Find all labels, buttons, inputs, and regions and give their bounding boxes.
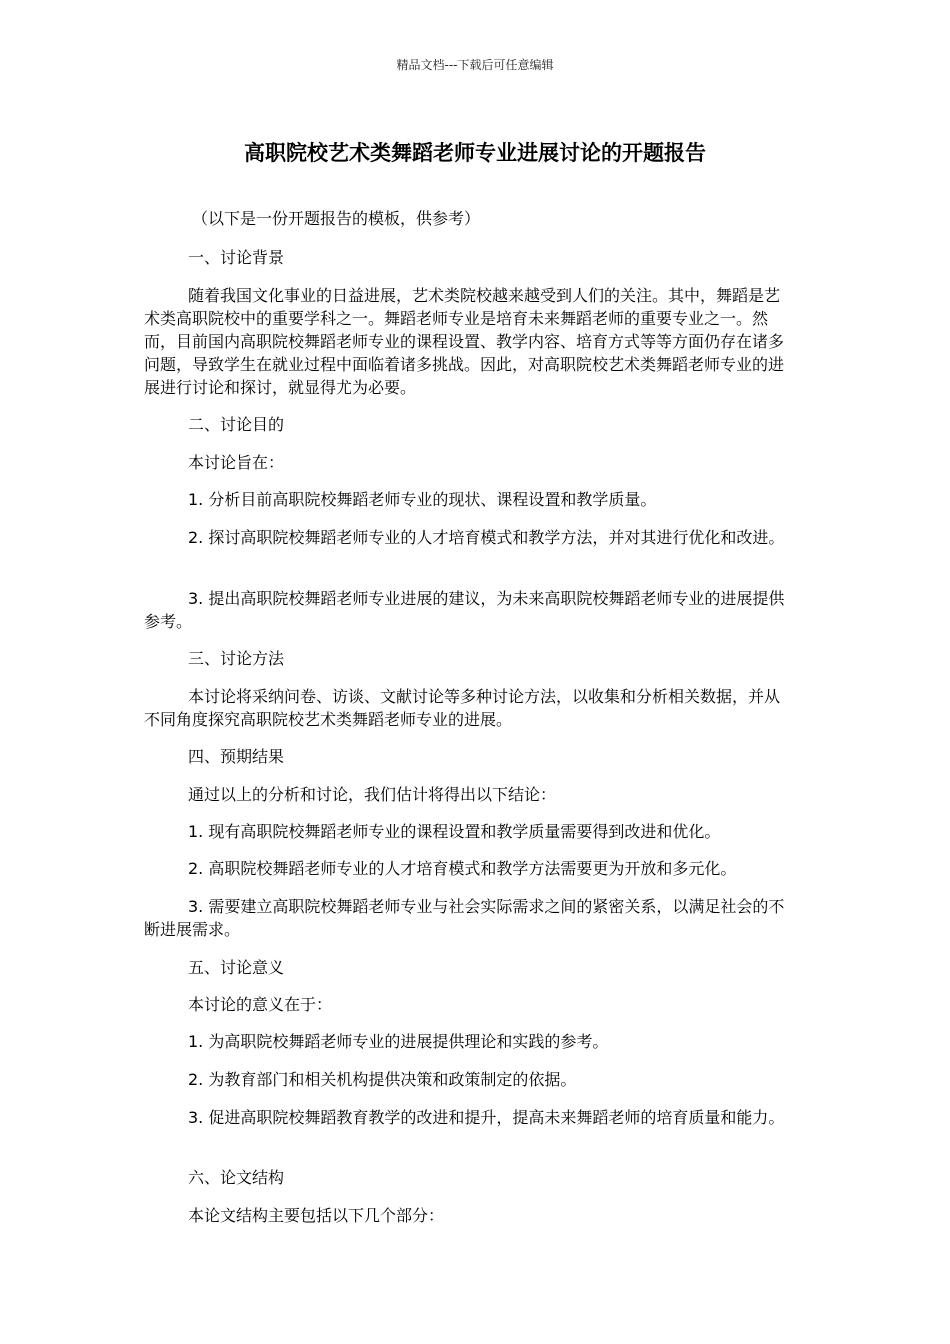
paragraph-expected-intro: 通过以上的分析和讨论，我们估计将得出以下结论： xyxy=(188,785,557,804)
paragraph-significance-intro: 本讨论的意义在于： xyxy=(188,995,333,1014)
section-heading-purpose: 二、讨论目的 xyxy=(188,415,285,434)
list-item-expected-1: 1. 现有高职院校舞蹈老师专业的课程设置和教学质量需要得到改进和优化。 xyxy=(188,822,721,841)
paragraph-purpose-intro: 本讨论旨在： xyxy=(188,453,285,472)
list-item-purpose-3: 3. 提出高职院校舞蹈老师专业进展的建议，为未来高职院校舞蹈老师专业的进展提供参考。 xyxy=(144,589,785,631)
list-item-expected-3: 3. 需要建立高职院校舞蹈老师专业与社会实际需求之间的紧密关系，以满足社会的不断进展需求。 xyxy=(144,897,785,939)
paragraph-structure-intro: 本论文结构主要包括以下几个部分： xyxy=(188,1206,445,1225)
list-item-purpose-1: 1. 分析目前高职院校舞蹈老师专业的现状、课程设置和教学质量。 xyxy=(188,490,657,509)
header-note: 精品文档---下载后可任意编辑 xyxy=(396,58,554,72)
section-heading-expected: 四、预期结果 xyxy=(188,747,285,766)
list-item-significance-1: 1. 为高职院校舞蹈老师专业的进展提供理论和实践的参考。 xyxy=(188,1032,609,1051)
section-heading-structure: 六、论文结构 xyxy=(188,1168,285,1187)
section-heading-method: 三、讨论方法 xyxy=(188,649,285,668)
paragraph-method: 本讨论将采纳问卷、访谈、文献讨论等多种讨论方法，以收集和分析相关数据，并从不同角度探究高职院校艺术类舞蹈老师专业的进展。 xyxy=(144,687,781,729)
section-heading-significance: 五、讨论意义 xyxy=(188,958,285,977)
list-item-expected-2: 2. 高职院校舞蹈老师专业的人才培育模式和教学方法需要更为开放和多元化。 xyxy=(188,859,737,878)
list-item-purpose-2: 2. 探讨高职院校舞蹈老师专业的人才培育模式和教学方法，并对其进行优化和改进。 xyxy=(188,528,785,547)
intro-note: （以下是一份开题报告的模板，供参考） xyxy=(192,209,481,228)
section-heading-background: 一、讨论背景 xyxy=(188,248,285,267)
paragraph-background: 随着我国文化事业的日益进展，艺术类院校越来越受到人们的关注。其中，舞蹈是艺术类高职院校中的重要学科之一。舞蹈老师专业是培育未来舞蹈老师的重要专业之一。然而，目前国内高职院校舞蹈老师专业的课程设置、教学内容、培育方式等等方面仍存在诸多问题，导致学生在就业过程中面临着诸多挑战。因此，对高职院校艺术类舞蹈老师专业的进展进行讨论和探讨，就显得尤为必要。 xyxy=(144,286,785,397)
list-item-significance-2: 2. 为教育部门和相关机构提供决策和政策制定的依据。 xyxy=(188,1070,577,1089)
list-item-significance-3: 3. 促进高职院校舞蹈教育教学的改进和提升，提高未来舞蹈老师的培育质量和能力。 xyxy=(188,1108,785,1127)
document-title: 高职院校艺术类舞蹈老师专业进展讨论的开题报告 xyxy=(244,141,706,165)
